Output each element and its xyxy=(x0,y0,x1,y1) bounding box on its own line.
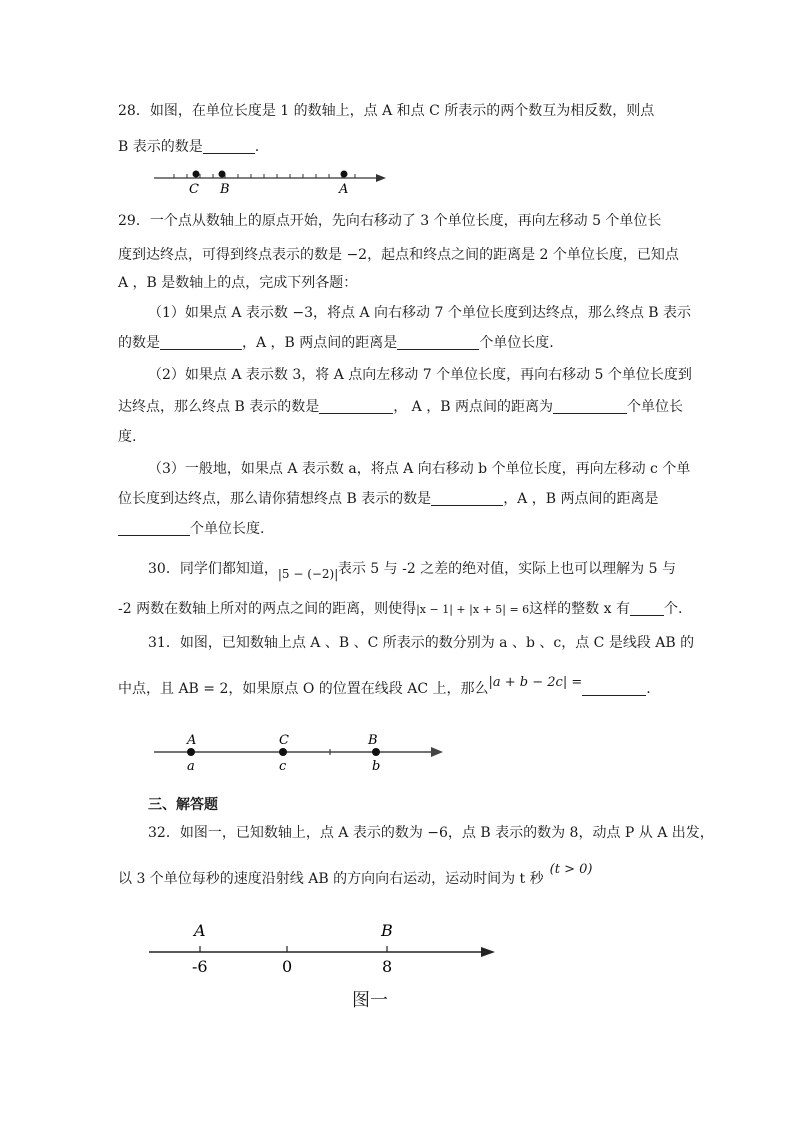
q29-part2-line2 xyxy=(118,390,683,424)
q29-part2-line3: 度. xyxy=(118,429,137,445)
q28-answer-blank xyxy=(203,137,255,154)
q28-label-b: B xyxy=(220,182,230,197)
q32-tick-neg6: -6 xyxy=(192,957,208,976)
q30-answer-blank xyxy=(630,599,664,616)
q28-line1: 28．如图，在单位长度是 1 的数轴上，点 A 和点 C 所表示的两个数互为相反数，则点 xyxy=(118,103,655,119)
q31-answer-blank xyxy=(582,679,646,696)
q28-point-a xyxy=(341,171,348,178)
q31-label-lower-b: b xyxy=(372,759,381,774)
q30-equation: |x − 1| + |x + 5| = 6 xyxy=(416,603,530,616)
q29-line1: 29．一个点从数轴上的原点开始，先向右移动了 3 个单位长度，再向左移动 5 个单位长 xyxy=(118,213,662,229)
q31-point-b xyxy=(372,748,380,756)
q29-line3: A ，B 是数轴上的点，完成下列各题： xyxy=(118,275,358,291)
q29-part3-line2 xyxy=(118,482,680,516)
q32-label-b: B xyxy=(381,921,393,940)
q31-label-a: A xyxy=(187,733,197,748)
section-heading: 三、解答题 xyxy=(148,797,218,813)
q29-line2: 度到达终点，可得到终点表示的数是 −2，起点和终点之间的距离是 2 个单位长度，已知点 xyxy=(118,247,679,263)
q30-line1 xyxy=(148,552,710,586)
q29-part1-line2 xyxy=(118,326,680,360)
q29-part2-text-c: 个单位长 xyxy=(626,399,683,415)
q32-number-line xyxy=(145,918,505,978)
q29-part3-text-b: ，A ，B 两点间的距离是 xyxy=(503,491,659,507)
q32-condition: (t > 0) xyxy=(549,862,593,877)
q29-part3-blank-2 xyxy=(118,519,190,536)
q29-part1-text-c: 个单位长度. xyxy=(479,335,554,351)
q29-part2-blank-2 xyxy=(553,397,627,414)
q32-line2 xyxy=(118,862,680,897)
q31-text-a: 中点，且 AB = 2，如果原点 O 的位置在线段 AC 上，那么 xyxy=(118,681,489,697)
q28-line2-end: . xyxy=(254,139,260,155)
q28-label-a: A xyxy=(339,182,349,197)
q29-part1-blank-2 xyxy=(397,333,479,350)
q29-part2-line1: （2）如果点 A 表示数 3，将 A 点向左移动 7 个单位长度，再向右移动 5 个单位长度到 xyxy=(148,367,692,383)
q29-part1-text-a: 的数是 xyxy=(118,335,160,351)
q30-abs-expression: |5 − (−2)| xyxy=(277,567,339,581)
q32-figure-caption: 图一 xyxy=(352,990,388,1011)
q29-part3-text-a: 位长度到达终点，那么请你猜想终点 B 表示的数是 xyxy=(118,491,432,507)
q28-number-line xyxy=(150,162,390,198)
q30-text-c: -2 两数在数轴上所对的两点之间的距离，则使得 xyxy=(118,601,417,617)
q32-tick-0: 0 xyxy=(282,957,293,976)
q30-text-e: 个. xyxy=(663,601,683,617)
q31-text-b: . xyxy=(646,681,651,697)
q31-line1: 31．如图，已知数轴上点 A 、B 、C 所表示的数分别为 a 、b 、c，点 C 是线段 AB 的 xyxy=(148,635,695,651)
q32-label-a: A xyxy=(194,921,206,940)
q32-line1: 32．如图一，已知数轴上，点 A 表示的数为 −6，点 B 表示的数为 8，动点 P 从 A 出发， xyxy=(148,825,714,841)
q29-part1-blank-1 xyxy=(160,333,242,350)
q28-line2 xyxy=(118,130,680,164)
q31-label-lower-c: c xyxy=(279,759,287,774)
q29-part2-text-b: ， A ，B 两点间的距离为 xyxy=(393,399,553,415)
q29-part3-line1: （3）一般地，如果点 A 表示数 a，将点 A 向右移动 b 个单位长度，再向左移动 c 个单 xyxy=(148,461,691,477)
q31-line2 xyxy=(118,672,680,707)
q31-label-b: B xyxy=(368,733,378,748)
q30-line2 xyxy=(118,592,683,627)
q30-text-a: 30．同学们都知道， xyxy=(148,561,278,577)
q29-part3-text-c: 个单位长度. xyxy=(190,521,265,537)
q28-point-b xyxy=(219,171,226,178)
q31-point-c xyxy=(279,748,287,756)
q32-tick-8: 8 xyxy=(382,957,393,976)
q30-text-b: 表示 5 与 -2 之差的绝对值，实际上也可以理解为 5 与 xyxy=(337,561,676,577)
q31-point-a xyxy=(187,748,195,756)
q28-label-c: C xyxy=(189,182,199,197)
q29-part1-line1: （1）如果点 A 表示数 −3，将点 A 向右移动 7 个单位长度到达终点，那么终点 B 表示 xyxy=(148,305,692,321)
q29-part2-text-a: 达终点，那么终点 B 表示的数是 xyxy=(118,399,320,415)
q28-line2-text: B 表示的数是 xyxy=(118,139,203,155)
q29-part1-text-b: ，A ，B 两点间的距离是 xyxy=(242,335,398,351)
q31-expression: |a + b − 2c| = xyxy=(488,675,583,690)
q29-part3-line3 xyxy=(118,512,680,546)
q30-text-d: 这样的整数 x 有 xyxy=(529,601,630,617)
q31-number-line xyxy=(150,730,450,776)
q31-label-c: C xyxy=(279,733,289,748)
q32-text: 以 3 个单位每秒的速度沿射线 AB 的方向向右运动，运动时间为 t 秒 xyxy=(118,871,544,887)
q31-label-lower-a: a xyxy=(187,759,195,774)
q29-part3-blank-1 xyxy=(431,489,503,506)
q28-point-c xyxy=(193,171,200,178)
q29-part2-blank-1 xyxy=(319,397,393,414)
